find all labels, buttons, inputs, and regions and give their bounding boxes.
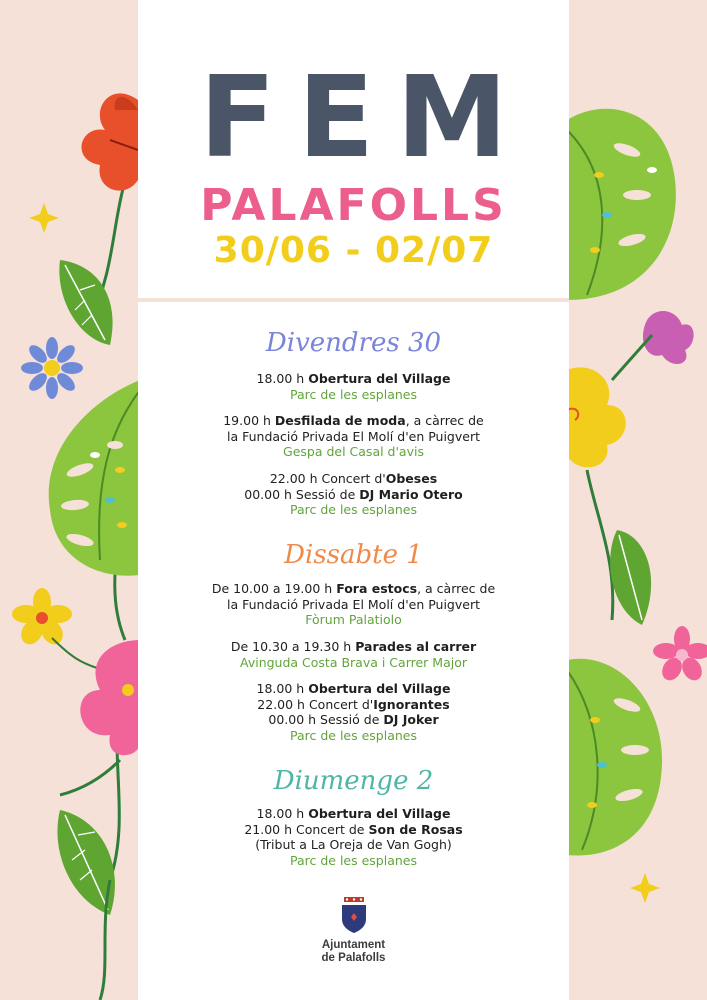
event-line: 00.00 h Sessió de DJ Mario Otero <box>244 486 463 502</box>
event-item <box>138 806 569 868</box>
event-line: 22.00 h Concert d'Obeses <box>269 471 438 486</box>
sparkle-icon <box>29 203 59 233</box>
program-panel <box>138 0 569 1000</box>
event-item <box>138 413 569 460</box>
event-dates: 30/06 - 02/07 <box>213 230 494 271</box>
logo-text-line2: de Palafolls <box>321 952 386 964</box>
event-item <box>138 371 569 402</box>
pink-flower-icon <box>653 626 707 684</box>
day-heading-sunday: Diumenge 2 <box>273 766 434 796</box>
divider <box>138 298 569 302</box>
leaf-icon <box>59 260 112 345</box>
coat-of-arms-icon <box>339 895 369 935</box>
event-town: PALAFOLLS <box>200 180 507 231</box>
day-heading-friday: Divendres 30 <box>265 328 442 358</box>
monstera-leaf-icon <box>567 109 676 300</box>
event-item <box>138 639 569 670</box>
event-item <box>138 581 569 628</box>
event-line: 19.00 h Desfilada de moda, a càrrec de <box>223 413 484 428</box>
logo-text-line1: Ajuntament <box>321 939 386 951</box>
event-item <box>138 681 569 743</box>
event-line: (Tribut a La Oreja de Van Gogh) <box>255 837 452 853</box>
event-line: 18.00 h Obertura del Village <box>256 806 451 821</box>
yellow-flower-icon <box>567 367 626 467</box>
event-line: la Fundació Privada El Molí d'en Puigvert <box>226 596 480 612</box>
event-location: Parc de les esplanes <box>290 386 417 402</box>
event-location: Gespa del Casal d'avis <box>283 444 424 460</box>
monstera-leaf-icon <box>49 380 140 576</box>
event-item <box>138 471 569 518</box>
monstera-leaf-icon <box>567 659 662 856</box>
event-line: De 10.30 a 19.30 h Parades al carrer <box>230 639 477 654</box>
event-line: 22.00 h Concert d'Ignorantes <box>257 696 450 712</box>
yellow-flower-icon <box>12 588 97 668</box>
day-heading-saturday: Dissabte 1 <box>284 540 423 570</box>
blue-flower-icon <box>21 337 83 399</box>
event-line: 18.00 h Obertura del Village <box>256 371 451 386</box>
event-title: FEM <box>199 53 530 183</box>
event-line: 18.00 h Obertura del Village <box>256 681 451 696</box>
pink-flower-icon <box>80 640 140 755</box>
town-hall-logo <box>138 895 569 965</box>
sparkle-icon <box>630 873 660 903</box>
event-location: Parc de les esplanes <box>290 502 417 518</box>
event-location: Parc de les esplanes <box>290 727 417 743</box>
left-floral-decoration <box>0 0 140 1000</box>
event-line: 21.00 h Concert de Son de Rosas <box>244 821 463 837</box>
purple-flower-icon <box>612 311 694 380</box>
right-floral-decoration <box>567 0 707 1000</box>
event-location: Fòrum Palatiolo <box>305 612 402 628</box>
event-location: Avinguda Costa Brava i Carrer Major <box>240 654 467 670</box>
red-flower-icon <box>81 93 138 190</box>
event-line: la Fundació Privada El Molí d'en Puigvert <box>226 428 480 444</box>
event-line: De 10.00 a 19.00 h Fora estocs, a càrrec de <box>211 581 496 596</box>
leaf-icon <box>610 530 651 625</box>
event-location: Parc de les esplanes <box>290 852 417 868</box>
event-line: 00.00 h Sessió de DJ Joker <box>268 712 439 728</box>
